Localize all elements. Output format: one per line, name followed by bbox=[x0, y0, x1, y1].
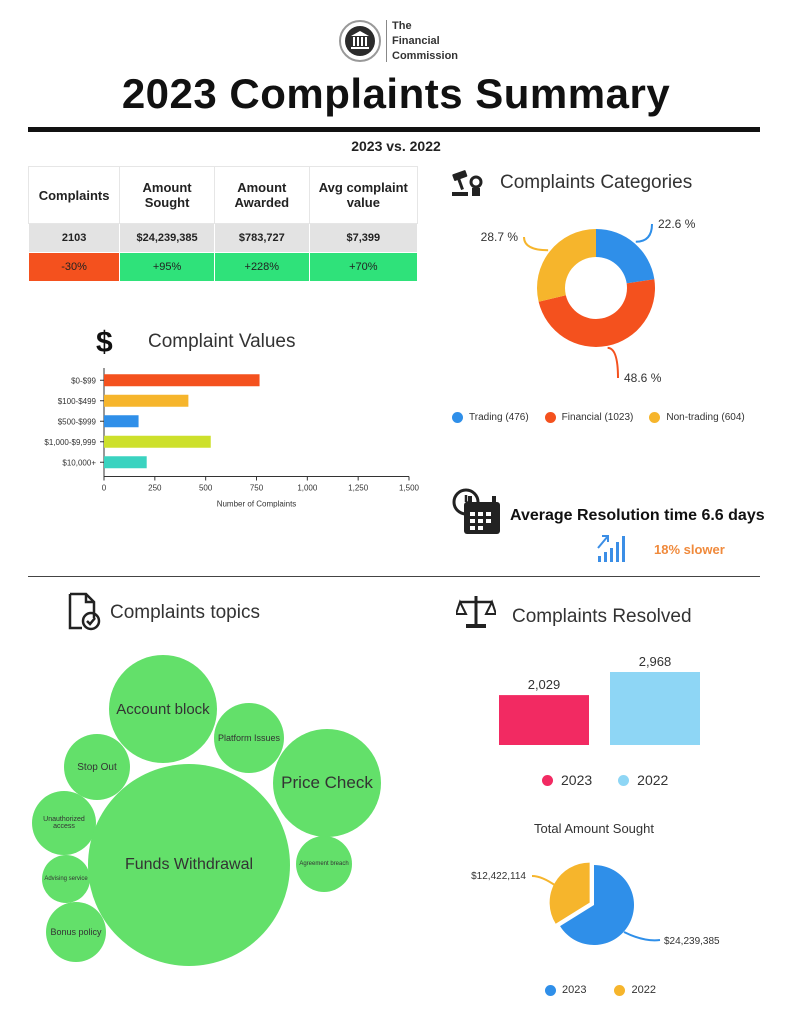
amount-sought-title: Total Amount Sought bbox=[534, 821, 654, 836]
table-header-row bbox=[29, 167, 418, 224]
x-tick-label: 1,500 bbox=[398, 483, 420, 493]
section-divider bbox=[28, 576, 760, 577]
change-complaints: -30% bbox=[29, 253, 120, 282]
document-check-icon bbox=[66, 592, 102, 637]
comparison-subtitle: 2023 vs. 2022 bbox=[351, 138, 441, 154]
donut-leader-line bbox=[636, 224, 652, 242]
categories-donut-chart bbox=[430, 200, 770, 400]
bubble-label: Stop Out bbox=[77, 761, 117, 773]
resolved-legend bbox=[542, 772, 668, 788]
y-tick-label: $500-$999 bbox=[57, 417, 96, 427]
table-row-changes bbox=[29, 253, 418, 282]
categories-title: Complaints Categories bbox=[500, 172, 693, 193]
bar bbox=[104, 374, 260, 386]
bubble-label: Agreement breach bbox=[299, 861, 349, 867]
complaint-values-chart bbox=[28, 364, 428, 514]
bubble-account-block bbox=[109, 655, 217, 763]
trend-up-icon bbox=[596, 532, 628, 569]
legend-swatch bbox=[614, 985, 625, 996]
legend-item-nontrading bbox=[649, 412, 744, 423]
x-tick-label: 750 bbox=[249, 483, 264, 493]
donut-leader-line bbox=[524, 237, 548, 250]
bubble-platform-issues bbox=[214, 703, 284, 773]
legend-item-2022 bbox=[618, 772, 668, 788]
donut-leader-line bbox=[608, 348, 618, 378]
bubble-bonus-policy bbox=[46, 902, 106, 962]
resolution-change: 18% slower bbox=[654, 542, 725, 557]
bar bbox=[104, 436, 211, 448]
legend-item-2022 bbox=[614, 984, 655, 996]
topics-title: Complaints topics bbox=[110, 602, 260, 623]
legend-label: 2023 bbox=[561, 772, 593, 788]
value-complaints: 2103 bbox=[29, 224, 120, 253]
bubble-advising-service bbox=[42, 855, 90, 903]
legend-item-2023 bbox=[542, 772, 592, 788]
resolved-title: Complaints Resolved bbox=[512, 606, 692, 627]
legend-item-2023 bbox=[545, 984, 586, 996]
legend-swatch bbox=[649, 412, 660, 423]
bubble-label: Unauthorized access bbox=[43, 816, 85, 830]
bubble-label: Funds Withdrawal bbox=[124, 856, 254, 873]
pie-data-label: $24,239,385 bbox=[664, 936, 720, 947]
logo-line: Commission bbox=[392, 50, 459, 62]
y-tick-label: $100-$499 bbox=[57, 396, 96, 406]
bubble-label: Advising service bbox=[44, 876, 88, 882]
legend-swatch bbox=[618, 775, 629, 786]
header-amount-awarded: Amount Awarded bbox=[214, 167, 309, 224]
bubble-label: Bonus policy bbox=[50, 927, 102, 937]
logo-wordmark bbox=[392, 19, 458, 64]
header-avg-value: Avg complaint value bbox=[309, 167, 417, 224]
bar bbox=[499, 695, 589, 745]
value-amount-sought: $24,239,385 bbox=[120, 224, 215, 253]
legend-swatch bbox=[452, 412, 463, 423]
page-title: 2023 Complaints Summary bbox=[121, 70, 671, 117]
bubble-agreement-breach bbox=[296, 836, 352, 892]
bar bbox=[610, 672, 700, 745]
amount-sought-legend bbox=[545, 984, 656, 996]
donut-slice bbox=[537, 229, 596, 302]
donut-slice bbox=[596, 229, 654, 283]
bar bbox=[104, 456, 147, 468]
legend-label: Trading (476) bbox=[469, 412, 529, 423]
legend-swatch bbox=[542, 775, 553, 786]
bubble-price-check bbox=[273, 729, 381, 837]
x-tick-label: 500 bbox=[198, 483, 213, 493]
pie-leader-line bbox=[532, 876, 556, 886]
logo-line: The bbox=[392, 20, 412, 32]
logo-line: Financial bbox=[392, 35, 440, 47]
legend-label: Non-trading (604) bbox=[666, 412, 745, 423]
table-row-values bbox=[29, 224, 418, 253]
logo-divider bbox=[386, 20, 387, 62]
bubble-label: Platform Issues bbox=[217, 733, 281, 743]
x-tick-label: 0 bbox=[101, 483, 107, 493]
resolution-time-title: Average Resolution time 6.6 days bbox=[510, 507, 765, 524]
summary-table bbox=[28, 166, 418, 282]
bar-data-label: 2,029 bbox=[527, 677, 561, 693]
pie-leader-line bbox=[624, 932, 660, 940]
complaints-resolved-chart bbox=[490, 650, 720, 750]
y-tick-label: $1,000-$9,999 bbox=[44, 437, 96, 447]
change-avg: +70% bbox=[309, 253, 417, 282]
bar-data-label: 2,968 bbox=[638, 654, 672, 669]
bubble-funds-withdrawal bbox=[88, 764, 290, 966]
courthouse-icon bbox=[345, 26, 375, 56]
categories-legend bbox=[452, 412, 745, 423]
legend-swatch bbox=[545, 985, 556, 996]
legend-label: 2022 bbox=[631, 984, 656, 996]
calendar-clock-icon bbox=[450, 486, 504, 543]
y-tick-label: $10,000+ bbox=[62, 458, 96, 468]
logo-emblem bbox=[339, 20, 381, 62]
legend-item-trading bbox=[452, 412, 529, 423]
bubble-unauthorized-access bbox=[32, 791, 96, 855]
bar bbox=[104, 415, 139, 427]
legend-label: Financial (1023) bbox=[561, 412, 634, 423]
gavel-icon bbox=[450, 168, 484, 203]
scales-icon bbox=[456, 594, 496, 635]
legend-label: 2022 bbox=[637, 772, 669, 788]
donut-data-label: 22.6 % bbox=[658, 217, 696, 231]
legend-swatch bbox=[545, 412, 556, 423]
bar bbox=[104, 395, 188, 407]
bubble-label: Price Check bbox=[281, 773, 373, 792]
value-amount-awarded: $783,727 bbox=[214, 224, 309, 253]
legend-label: 2023 bbox=[562, 984, 587, 996]
x-tick-label: 1,000 bbox=[297, 483, 318, 493]
legend-item-financial bbox=[545, 412, 634, 423]
amount-sought-pie-chart bbox=[460, 850, 760, 960]
dollar-icon: $ bbox=[96, 326, 113, 359]
pie-data-label: $12,422,114 bbox=[471, 871, 526, 882]
value-avg: $7,399 bbox=[309, 224, 417, 253]
x-axis-label: Number of Complaints bbox=[216, 499, 297, 509]
change-amount-awarded: +228% bbox=[214, 253, 309, 282]
change-amount-sought: +95% bbox=[120, 253, 215, 282]
x-tick-label: 250 bbox=[148, 483, 162, 493]
header-complaints: Complaints bbox=[29, 167, 120, 224]
title-divider bbox=[28, 127, 760, 132]
values-title: Complaint Values bbox=[148, 331, 296, 352]
header-amount-sought: Amount Sought bbox=[120, 167, 215, 224]
x-tick-label: 1,250 bbox=[348, 483, 369, 493]
bubble-label: Account block bbox=[116, 700, 210, 718]
donut-data-label: 28.7 % bbox=[480, 230, 518, 244]
donut-data-label: 48.6 % bbox=[624, 371, 662, 385]
y-tick-label: $0-$99 bbox=[71, 376, 96, 386]
